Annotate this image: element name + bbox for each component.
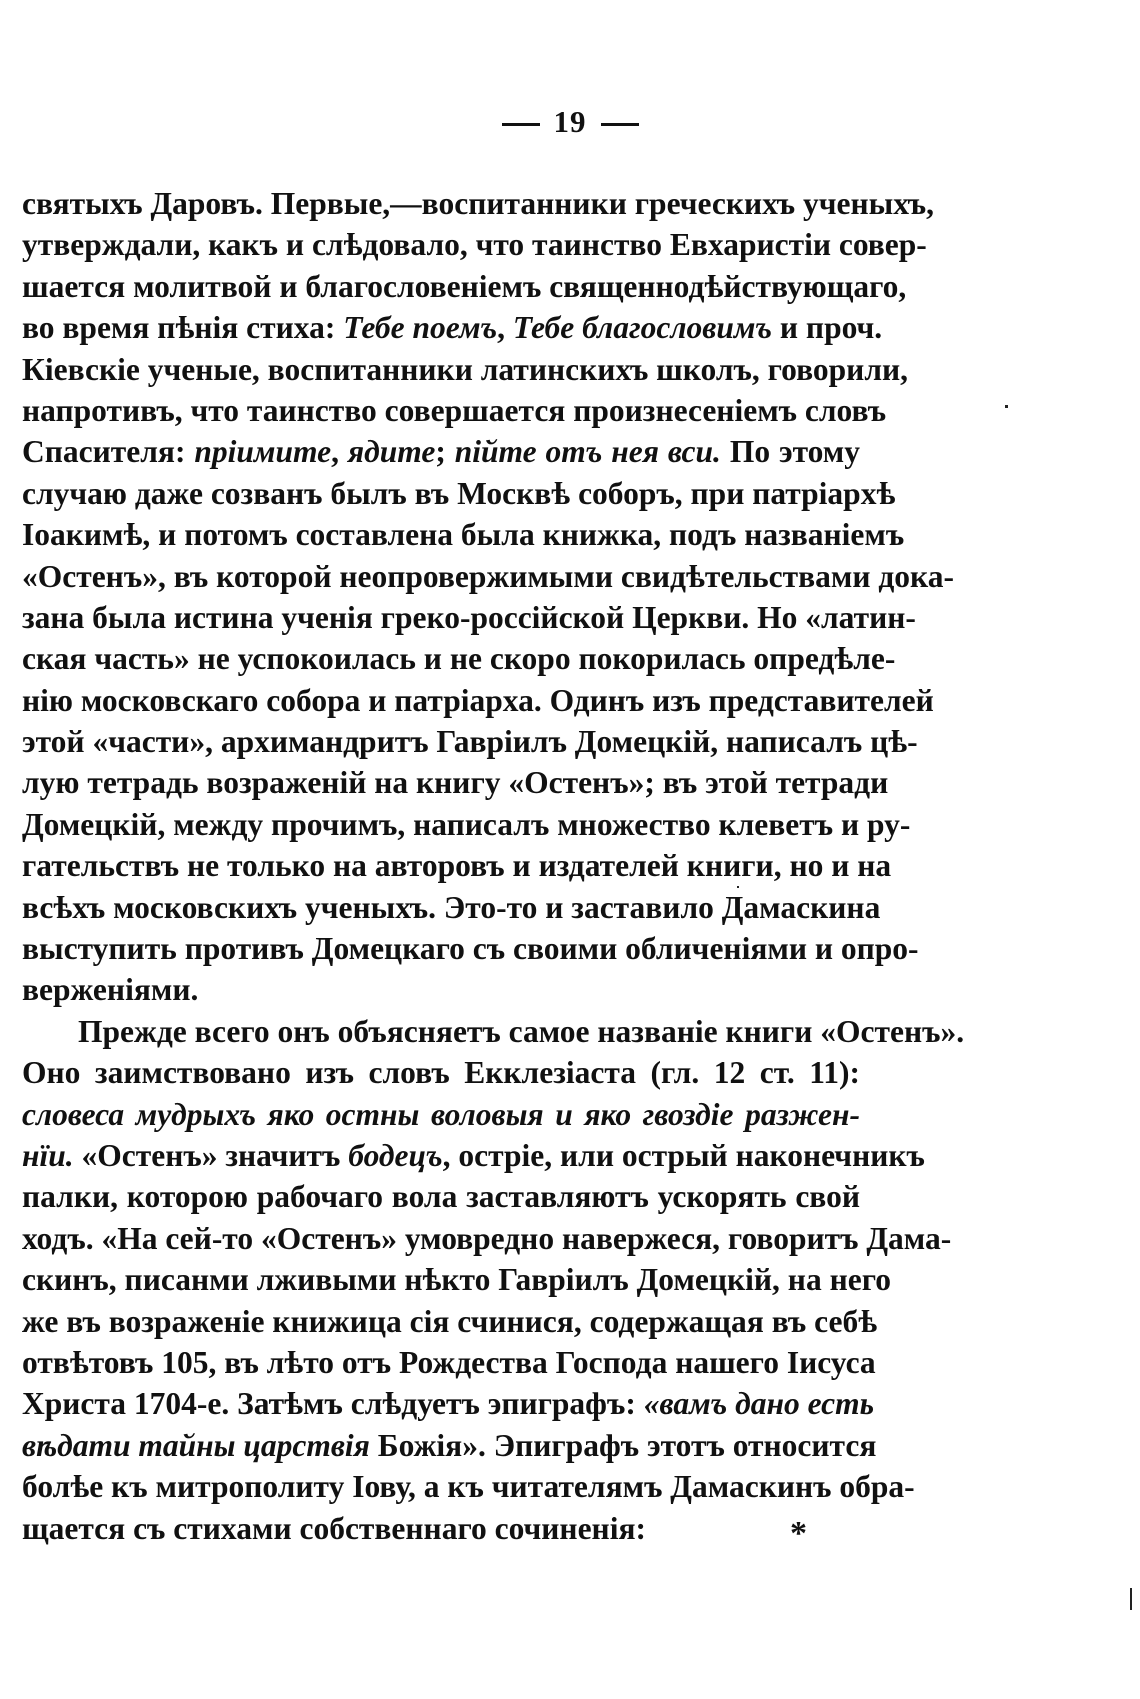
text-line	[22, 431, 860, 472]
italic-quote: словеса мудрыхъ яко остны воловыя и яко гвоздіе разжен-	[22, 1096, 860, 1132]
text-run: , остріе, или острый наконечникъ	[442, 1137, 925, 1173]
text-line	[22, 1508, 860, 1549]
text-line	[22, 721, 918, 762]
text-line	[22, 845, 892, 886]
text-run: ;	[435, 434, 455, 470]
italic-quote: «вамъ дано есть	[643, 1386, 875, 1422]
text-line	[22, 514, 905, 555]
italic-quote: бодецъ	[348, 1137, 443, 1173]
footnote-asterisk: *	[790, 1515, 807, 1552]
page-number-dash-right	[601, 123, 639, 126]
text-line	[22, 1094, 860, 1135]
text-run: Кіевскіе ученые, воспитанники латинскихъ школъ, говорили,	[22, 351, 909, 387]
text-run: этой «части», архимандритъ Гавріилъ Домецкій, написалъ цѣ-	[22, 724, 918, 760]
italic-quote: вѣдати тайны царствія	[22, 1427, 370, 1463]
italic-quote: пріимите	[194, 434, 332, 470]
page-number	[0, 104, 1140, 140]
text-run: святыхъ Даровъ. Первые,—воспитанники греческихъ ученыхъ,	[22, 186, 934, 221]
text-line	[22, 1135, 925, 1176]
text-run: Прежде всего онъ объясняетъ самое названіе книги «Остенъ».	[78, 1013, 965, 1049]
text-line	[22, 804, 911, 845]
text-line	[22, 1301, 878, 1342]
text-run: Домецкій, между прочимъ, написалъ множество клеветъ и ру-	[22, 806, 911, 842]
page-number-value: 19	[553, 104, 587, 139]
text-run: «Остенъ», въ которой неопровержимыми свидѣтельствами дока-	[22, 558, 954, 594]
text-line	[22, 1259, 891, 1300]
text-line	[22, 556, 954, 597]
text-run: болѣе къ митрополиту Іову, а къ читателямъ Дамаскинъ обра-	[22, 1469, 915, 1505]
text-line	[22, 349, 909, 390]
italic-quote: ядите	[347, 434, 436, 470]
text-line	[22, 969, 860, 1010]
text-run: утверждали, какъ и слѣдовало, что таинство Евхаристіи совер-	[22, 227, 927, 263]
italic-quote: Тебе благословимъ	[512, 310, 773, 346]
text-run: отвѣтовъ 105, въ лѣто отъ Рождества Господа нашего Іисуса	[22, 1344, 876, 1380]
text-run: всѣхъ московскихъ ученыхъ. Это-то и заставило Дамаскина	[22, 889, 881, 925]
text-run: выступить противъ Домецкаго съ своими обличеніями и опро-	[22, 931, 919, 967]
text-run: лую тетрадь возраженій на книгу «Остенъ»; въ этой тетради	[22, 765, 889, 801]
text-run: зана была истина ученія греко-россійской Церкви. Но «латин-	[22, 599, 916, 635]
text-line	[22, 887, 881, 928]
text-line	[22, 266, 907, 307]
text-line	[22, 1425, 877, 1466]
text-run: нію московскаго собора и патріарха. Одинъ изъ представителей	[22, 682, 934, 718]
text-run: По этому	[720, 434, 861, 470]
text-run: Іоакимѣ, и потомъ составлена была книжка, подъ названіемъ	[22, 517, 905, 553]
page-number-dash-left	[502, 123, 540, 126]
text-run: ,	[497, 310, 513, 346]
text-line	[22, 224, 927, 265]
text-run: Спасителя:	[22, 434, 195, 470]
text-run: ,	[331, 434, 348, 470]
text-run: же въ возраженіе книжица сія счинися, содержащая въ себѣ	[22, 1303, 878, 1339]
text-line	[22, 762, 889, 803]
text-line	[22, 928, 919, 969]
text-run: гательствъ не только на авторовъ и издателей книги, но и на	[22, 848, 892, 884]
text-run: ходъ. «На сей-то «Остенъ» умовредно навержеся, говоритъ Дама-	[22, 1220, 952, 1256]
text-line	[22, 1383, 875, 1424]
text-line	[22, 183, 934, 224]
italic-quote: нїи.	[22, 1137, 74, 1173]
text-run: верженіями.	[22, 972, 199, 1008]
text-line	[22, 473, 896, 514]
text-run: Оно заимствовано изъ словъ Екклезіаста (гл. 12 ст. 11):	[22, 1055, 860, 1091]
text-run: Христа 1704-е. Затѣмъ слѣдуетъ эпиграфъ:	[22, 1386, 644, 1422]
text-run: «Остенъ» значитъ	[73, 1137, 349, 1173]
text-run: Божія». Эпиграфъ этотъ относится	[369, 1427, 877, 1463]
text-run: и проч.	[772, 310, 883, 346]
text-run: напротивъ, что таинство совершается произнесеніемъ словъ	[22, 392, 887, 428]
text-line	[22, 1466, 915, 1507]
text-line	[22, 1176, 860, 1217]
paragraph	[22, 1011, 965, 1549]
text-line	[22, 1052, 860, 1093]
text-line	[22, 1342, 876, 1383]
scan-speck	[1005, 405, 1008, 408]
italic-quote: пійте отъ нея вси.	[454, 434, 721, 470]
text-line	[22, 680, 934, 721]
text-run: шается молитвой и благословеніемъ священнодѣйствующаго,	[22, 268, 907, 304]
scan-speck	[737, 886, 739, 888]
body-text	[22, 183, 965, 1549]
text-line	[22, 307, 883, 348]
text-line	[22, 638, 896, 679]
text-line	[22, 1011, 965, 1052]
text-run: ская часть» не успокоилась и не скоро покорилась опредѣле-	[22, 641, 896, 677]
scan-edge-mark	[1130, 1588, 1132, 1610]
text-line	[22, 390, 887, 431]
text-run: во время пѣнія стиха:	[22, 310, 344, 346]
text-line	[22, 597, 916, 638]
text-run: случаю даже созванъ былъ въ Москвѣ соборъ, при патріархѣ	[22, 475, 896, 511]
text-line	[22, 1218, 952, 1259]
text-run: палки, которою рабочаго вола заставляютъ ускорять свой	[22, 1179, 860, 1215]
text-run: скинъ, писанми лживыми нѣкто Гавріилъ Домецкій, на него	[22, 1262, 891, 1298]
italic-quote: Тебе поемъ	[343, 310, 498, 346]
paragraph	[22, 183, 954, 1011]
text-run: щается съ стихами собственнаго сочиненія:	[22, 1510, 646, 1546]
